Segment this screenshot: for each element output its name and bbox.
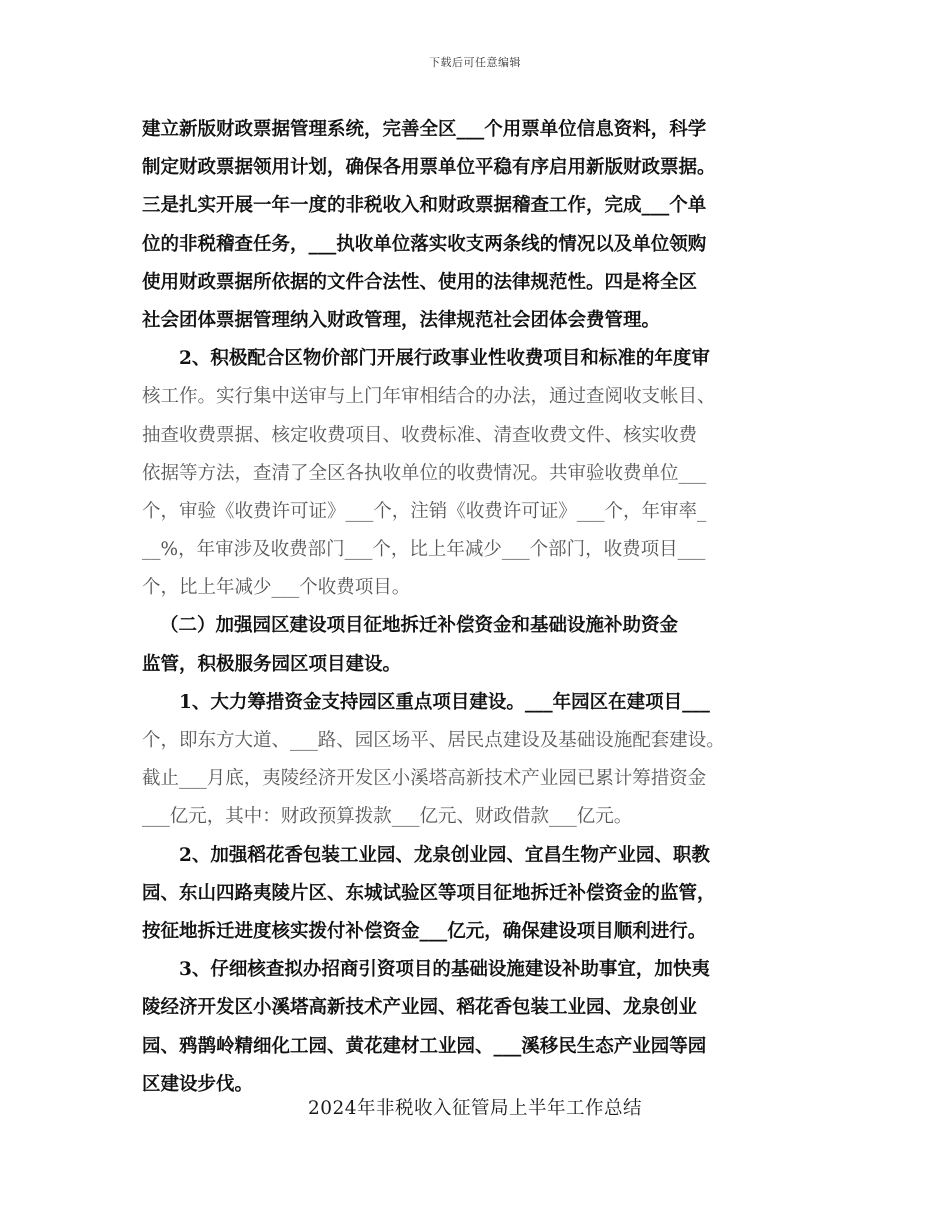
text-line: 位的非税稽查任务，___执收单位落实收支两条线的情况以及单位领购 bbox=[142, 233, 707, 255]
text-line: 制定财政票据领用计划，确保各用票单位平稳有序启用新版财政票据。 bbox=[142, 157, 716, 179]
text-line bbox=[142, 684, 812, 722]
text-line: 园、东山四路夷陵片区、东城试验区等项目征地拆迁补偿资金的监管， bbox=[142, 882, 716, 904]
text-line: 个，审验《收费许可证》___个，注销《收费许可证》___个，年审率_ bbox=[142, 500, 707, 522]
text-line: 依据等方法，查清了全区各执收单位的收费情况。共审验收费单位___ bbox=[142, 462, 707, 484]
text-line: 园、鸦鹊岭精细化工园、黄花建材工业园、___溪移民生态产业园等园 bbox=[142, 1035, 707, 1057]
text-line: 监管，积极服务园区项目建设。 bbox=[142, 653, 402, 675]
text-line: 按征地拆迁进度核实拨付补偿资金___亿元，确保建设项目顺利进行。 bbox=[142, 920, 707, 942]
paragraph-bill-management bbox=[142, 111, 812, 340]
text-line: 使用财政票据所依据的文件合法性、使用的法律规范性。四是将全区 bbox=[142, 271, 698, 293]
text-line: 2、加强稻花香包装工业园、龙泉创业园、宜昌生物产业园、职教 bbox=[179, 844, 710, 866]
text-line: 核工作。实行集中送审与上门年审相结合的办法，通过查阅收支帐目、 bbox=[142, 386, 716, 408]
paragraph-compensation-supervision bbox=[142, 837, 812, 952]
text-line: 区建设步伐。 bbox=[142, 1073, 254, 1095]
text-line: 三是扎实开展一年一度的非税收入和财政票据稽查工作，完成___个单 bbox=[142, 195, 707, 217]
text-line: 个，即东方大道、___路、园区场平、居民点建设及基础设施配套建设。 bbox=[142, 730, 725, 751]
text-line: （二）加强园区建设项目征地拆迁补偿资金和基础设施补助资金 bbox=[160, 615, 679, 637]
text-line: 建立新版财政票据管理系统，完善全区___个用票单位信息资料，科学 bbox=[142, 119, 707, 140]
text-line: ___亿元，其中：财政预算拨款___亿元、财政借款___亿元。 bbox=[142, 806, 633, 828]
paragraph-fee-audit bbox=[142, 340, 812, 607]
text-line: 1、大力筹措资金支持园区重点项目建设。___年园区在建项目___ bbox=[179, 691, 710, 713]
text-line: 陵经济开发区小溪塔高新技术产业园、稻花香包装工业园、龙泉创业 bbox=[142, 997, 698, 1019]
page-header-note: 下载后可任意编辑 bbox=[429, 56, 521, 69]
section-heading-park-funds bbox=[142, 607, 812, 683]
text-line: __%，年审涉及收费部门___个，比上年减少___个部门，收费项目___ bbox=[142, 539, 706, 561]
text-line: 3、仔细核查拟办招商引资项目的基础设施建设补助事宜，加快夷 bbox=[179, 959, 710, 981]
paragraph-infrastructure-subsidy bbox=[142, 951, 812, 1104]
document-title: 2024年非税收入征管局上半年工作总结 bbox=[307, 1098, 643, 1119]
text-line: 2、积极配合区物价部门开展行政事业性收费项目和标准的年度审 bbox=[179, 348, 710, 370]
paragraph-fundraising bbox=[142, 684, 812, 837]
text-line: 社会团体票据管理纳入财政管理，法律规范社会团体会费管理。 bbox=[142, 309, 661, 331]
text-line: 截止___月底，夷陵经济开发区小溪塔高新技术产业园已累计筹措资金 bbox=[142, 768, 707, 790]
text-line: 抽查收费票据、核定收费项目、收费标准、清查收费文件、核实收费 bbox=[142, 424, 698, 446]
document-body bbox=[142, 111, 812, 1104]
text-line: 个，比上年减少___个收费项目。 bbox=[142, 577, 411, 599]
